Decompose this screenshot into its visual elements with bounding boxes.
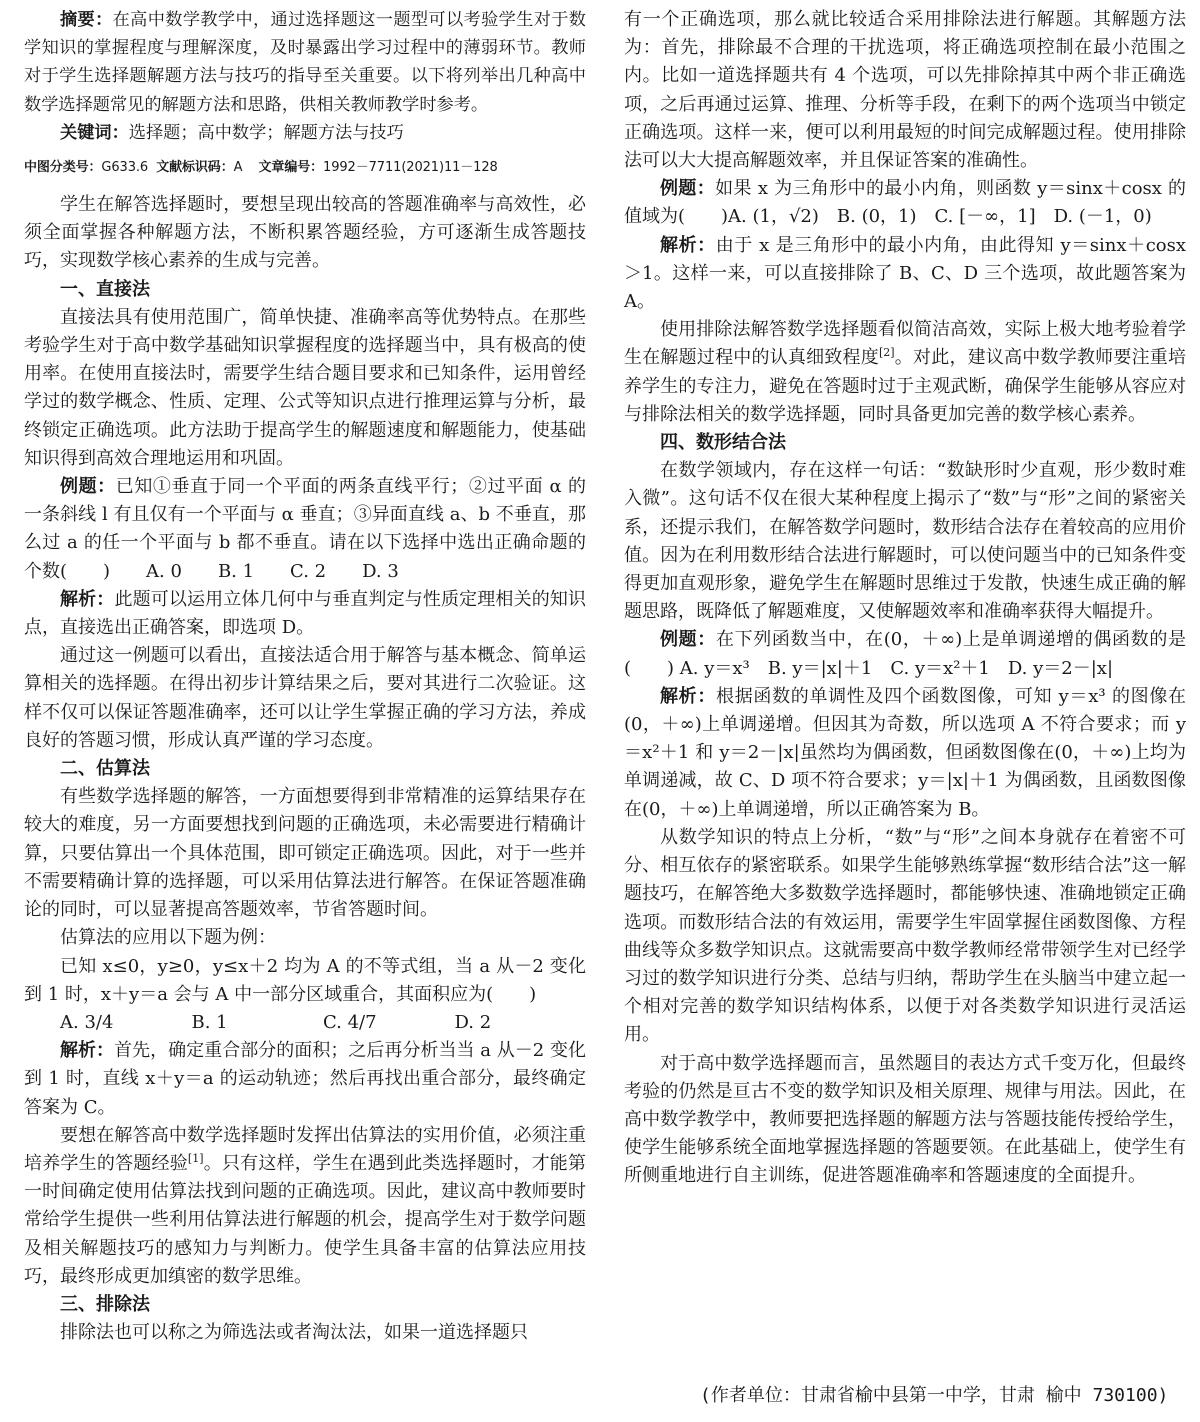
keywords-label: 关键词： (60, 122, 129, 143)
sec2-options (24, 1009, 586, 1037)
analysis-text: 首先，确定重合部分的面积；之后再分析当当 a 从－2 变化到 1 时，直线 x＋y＝a 的运动轨迹；然后再找出重合部分，最终确定答案为 C。 (24, 1040, 586, 1118)
sec4-example (624, 626, 1186, 682)
section-title-4: 四、数形结合法 (660, 432, 786, 454)
citation-2: [2] (879, 346, 895, 360)
analysis-label: 解析： (60, 588, 115, 610)
p3-text-a: 要想在解答高中数学选择题时发挥出估算法的实用价值，必须注重培养学生的答题经验 (24, 1124, 586, 1174)
left-column (24, 6, 586, 1347)
doc-label: 文献标识码： (156, 160, 234, 176)
clc-value: G633.6 (101, 160, 149, 176)
analysis-text: 此题可以运用立体几何中与垂直判定与性质定理相关的知识点，直接选出正确答案，即选项 D。 (24, 588, 587, 639)
citation-1: [1] (187, 1151, 204, 1165)
abstract-label: 摘要： (60, 10, 113, 30)
sec3-example (624, 175, 1186, 231)
classification-line (24, 157, 586, 179)
example-label: 例题： (60, 476, 116, 498)
example-text: 已知①垂直于同一个平面的两条直线平行；②过平面 α 的一条斜线 l 有且仅有一个平面与 α 垂直；③异面直线 a、b 不垂直，那么过 a 的任一个平面与 b 都不垂直。请在以下选择中选出正确命题的个数( ) A. 0 B. 1 C. 2 D. 3 (24, 476, 586, 582)
sec4-paragraph-3: 对于高中数学选择题而言，虽然题目的表达方式千变万化，但最终考验的仍然是亘古不变的数学知识及相关原理、规律与用法。因此，在高中数学教学中，教师要把选择题的解题方法与答题技能传授给学生，使学生能够系统全面地掌握选择题的答题要领。在此基础上，使学生有所侧重地进行自主训练，促进答题准确率和答题速度的全面提升。 (624, 1052, 1186, 1187)
abstract-text: 在高中数学教学中，通过选择题这一题型可以考验学生对于数学知识的掌握程度与理解深度，及时暴露出学习过程中的薄弱环节。教师对于学生选择题解题方法与技巧的指导至关重要。以下将列举出几种高中数学选择题常见的解题方法和思路，供相关教师教学时参考。 (24, 10, 586, 115)
option-b: B. 1 (191, 1011, 228, 1033)
option-c: C. 4/7 (323, 1011, 377, 1033)
keywords-text: 选择题；高中数学；解题方法与技巧 (128, 122, 404, 143)
sec3-paragraph-1-cont: 有一个正确选项，那么就比较适合采用排除法进行解题。其解题方法为：首先，排除最不合理的干扰选项，将正确选项控制在最小范围之内。比如一道选择题共有 4 个选项，可以先排除掉其中两个非正确选项，之后再通过运算、推理、分析等手段，在剩下的两个选项当中锁定正确选项。这样一来，便可以利用最短的时间完成解题过程。使用排除法可以大大提高解题效率，并且保证答案的准确性。 (624, 9, 1186, 172)
section-title-2: 二、估算法 (60, 758, 150, 780)
analysis-text: 根据函数的单调性及四个函数图像，可知 y＝x³ 的图像在(0，＋∞)上单调递增。但因其为奇数，所以选项 A 不符合要求；而 y＝x²＋1 和 y＝2－|x|虽然均为偶函数，但函数图像在(0，＋∞)上均为单调递减，故 C、D 项不符合要求；y＝|x|＋1 为偶函数，且函数图像在(0，＋∞)上单调递增，所以正确答案为 B。 (624, 685, 1187, 820)
analysis-text: 由于 x 是三角形中的最小内角，由此得知 y＝sinx＋cosx＞1。这样一来，可以直接排除了 B、C、D 三个选项，故此题答案为 A。 (624, 234, 1186, 313)
sec3-analysis (624, 232, 1186, 317)
sec2-paragraph-3 (24, 1122, 586, 1291)
intro-paragraph: 学生在解答选择题时，要想呈现出较高的答题准确率与高效性，必须全面掌握各种解题方法，不断积累答题经验，方可逐渐生成答题技巧，实现数学核心素养的生成与完善。 (24, 194, 586, 272)
abstract-block (24, 6, 586, 147)
sec2-problem: 已知 x≤0，y≥0，y≤x＋2 均为 A 的不等式组，当 a 从－2 变化到 1 时，x＋y＝a 会与 A 中一部分区域重合，其面积应为( ) (24, 955, 586, 1005)
keywords (24, 119, 586, 147)
sec3-paragraph-1-start: 排除法也可以称之为筛选法或者淘汰法，如果一道选择题只 (60, 1322, 528, 1344)
section-title-1: 一、直接法 (60, 278, 150, 300)
sec2-paragraph-2: 估算法的应用以下题为例： (60, 927, 276, 949)
example-text: 在下列函数当中，在(0，＋∞)上是单调递增的偶函数的是( ) A. y＝x³ B. y＝|x|＋1 C. y＝x²＋1 D. y＝2－|x| (624, 629, 1186, 679)
analysis-label: 解析： (660, 234, 716, 256)
sec1-analysis (24, 586, 586, 642)
doc-value: A (233, 160, 243, 176)
sec4-analysis (624, 683, 1186, 824)
p2-text-a: 使用排除法解答数学选择题看似简洁高效，实际上极大地考验着学生在解题过程中的认真细致程度 (624, 319, 1186, 369)
sec1-paragraph-1: 直接法具有使用范围广，简单快捷、准确率高等优势特点。在那些考验学生对于高中数学基础知识掌握程度的选择题当中，具有极高的使用率。在使用直接法时，需要学生结合题目要求和已知条件，运用曾经学过的数学概念、性质、定理、公式等知识点进行推理运算与分析，最终锁定正确选项。此方法助于提高学生的解题速度和解题能力，使基础知识得到高效合理地运用和巩固。 (24, 306, 586, 469)
example-text: 如果 x 为三角形中的最小内角，则函数 y＝sinx＋cosx 的值域为( )A. (1，√2) B. (0，1) C. [－∞，1] D. (－1，0) (624, 178, 1187, 228)
article-label: 文章编号： (258, 160, 324, 176)
sec4-paragraph-1: 在数学领域内，存在这样一句话：“数缺形时少直观，形少数时难入微”。这句话不仅在很大某种程度上揭示了“数”与“形”之间的紧密关系，还提示我们，在解答数学问题时，数形结合法存在着较高的应用价值。因为在利用数形结合法进行解题时，可以使问题当中的已知条件变得更加直观形象，避免学生在解题时思维过于发散，快速生成正确的解题思路，既降低了解题难度，又使解题效率和准确率获得大幅提升。 (624, 460, 1186, 623)
author-affiliation: (作者单位：甘肃省榆中县第一中学，甘肃 榆中 730100) (700, 1385, 1169, 1406)
sec1-paragraph-2: 通过这一例题可以看出，直接法适合用于解答与基本概念、简单运算相关的选择题。在得出初步计算结果之后，要对其进行二次验证。这样不仅可以保证答题准确率，还可以让学生掌握正确的学习方法，养成良好的答题习惯，形成认真严谨的学习态度。 (24, 645, 586, 751)
article-value: 1992－7711(2021)11－128 (323, 160, 498, 176)
sec4-paragraph-2: 从数学知识的特点上分析，“数”与“形”之间本身就存在着密不可分、相互依存的紧密联系。如果学生能够熟练掌握“数形结合法”这一解题技巧，在解答绝大多数数学选择题时，都能够快速、准确地锁定正确选项。而数形结合法的有效运用，需要学生牢固掌握住函数图像、方程曲线等众多数学知识点。这就需要高中数学教师经常带领学生对已经学习过的数学知识进行分类、总结与归纳，帮助学生在头脑当中建立起一个相对完善的数学知识结构体系，以便于对各类数学知识进行灵活运用。 (624, 826, 1186, 1046)
abstract (24, 6, 586, 119)
analysis-label: 解析： (660, 685, 717, 707)
p2-text-b: 。对此，建议高中数学教师要注重培养学生的专注力，避免在答题时过于主观武断，确保学生能够从容应对与排除法相关的数学选择题，同时具备更加完善的数学核心素养。 (624, 347, 1187, 425)
p3-text-b: 。只有这样，学生在遇到此类选择题时，才能第一时间确定使用估算法找到问题的正确选项。因此，建议高中教师要时常给学生提供一些利用估算法进行解题的机会，提高学生对于数学问题及相关解题技巧的感知力与判断力。使学生具备丰富的估算法应用技巧，最终形成更加缜密的数学思维。 (24, 1152, 586, 1287)
analysis-label: 解析： (60, 1040, 115, 1062)
option-a: A. 3/4 (60, 1011, 114, 1033)
sec2-analysis (24, 1037, 586, 1122)
example-label: 例题： (660, 178, 716, 200)
section-title-3: 三、排除法 (60, 1293, 150, 1315)
clc-label: 中图分类号： (24, 160, 102, 176)
sec3-paragraph-2 (624, 316, 1186, 429)
option-d: D. 2 (454, 1011, 492, 1033)
sec2-paragraph-1: 有些数学选择题的解答，一方面想要得到非常精准的运算结果存在较大的难度，另一方面要想找到问题的正确选项，未必需要进行精确计算，只要估算出一个具体范围，即可锁定正确选项。因此，对于一些并不需要精确计算的选择题，可以采用估算法进行解答。在保证答题准确论的同时，可以显著提高答题效率，节省答题时间。 (24, 786, 586, 921)
sec1-example (24, 473, 586, 586)
right-column (624, 6, 1186, 1191)
example-label: 例题： (660, 629, 716, 651)
